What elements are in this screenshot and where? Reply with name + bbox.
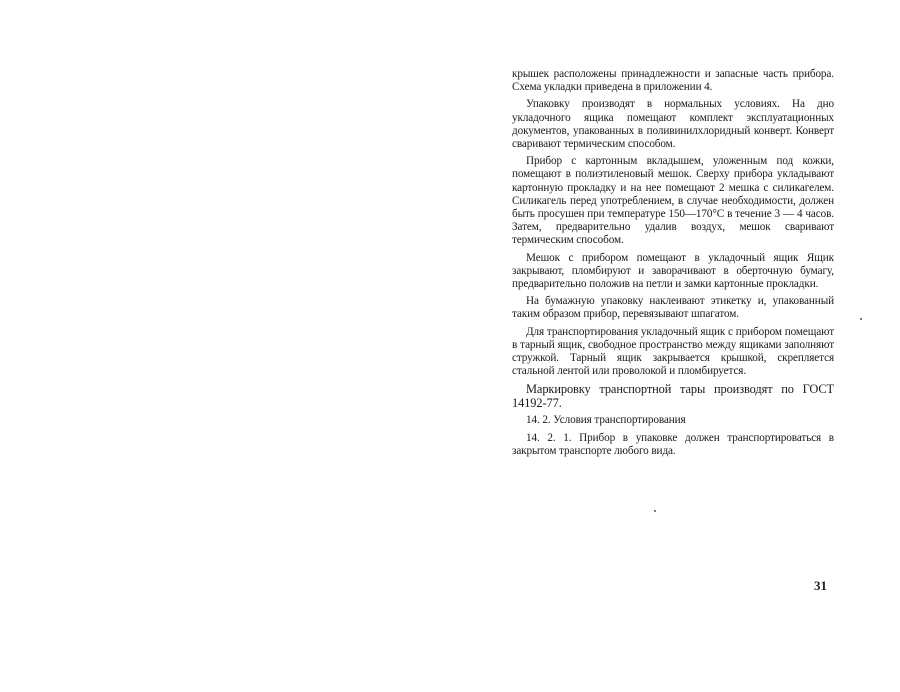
paragraph-transport-rule: 14. 2. 1. Прибор в упаковке должен транспортироваться в закрытом транспорте любого вида. — [512, 431, 834, 457]
paragraph-label: На бумажную упаковку наклеивают этикетку и, упакованный таким образом прибор, перевязывают шпагатом. — [512, 295, 834, 321]
scan-speck — [654, 510, 656, 512]
scan-speck — [860, 318, 862, 320]
paragraph-box-closing: Мешок с прибором помещают в укладочный ящик Ящик закрывают, пломбируют и заворачивают в оберточную бумагу, предварительно положив на петли и замки картонные прокладки. — [512, 251, 834, 291]
paragraph-transport-box: Для транспортирования укладочный ящик с прибором помещают в тарный ящик, свободное пространство между ящиками заполняют стружкой. Тарный ящик закрывается крышкой, скрепляется стальной лентой или проволокой и пломбируется. — [512, 325, 834, 378]
paragraph-packing-conditions: Упаковку производят в нормальных условиях. На дно укладочного ящика помещают комплект эксплуатационных документов, упакованных в поливинилхлоридный конверт. Конверт сваривают термическим способом. — [512, 98, 834, 151]
section-heading-transport-conditions: 14. 2. Условия транспортирования — [526, 414, 686, 427]
text-column — [512, 68, 834, 462]
paragraph-device-bag: Прибор с картонным вкладышем, уложенным под кожки, помещают в полиэтиленовый мешок. Сверху прибора укладывают картонную прокладку и на нее помещают 2 мешка с силикагелем. Силикагель перед употреблением, в случае необходимости, должен быть просушен при температуре 150—170°С в течение 3 — 4 часов. Затем, предварительно удалив воздух, мешок сваривают термическим способом. — [512, 155, 834, 247]
page-number: 31 — [814, 578, 827, 593]
paragraph-packing-accessories: крышек расположены принадлежности и запасные часть прибора. Схема укладки приведена в приложении 4. — [512, 68, 834, 94]
paragraph-marking: Маркировку транспортной тары производят по ГОСТ 14192-77. — [512, 382, 834, 411]
